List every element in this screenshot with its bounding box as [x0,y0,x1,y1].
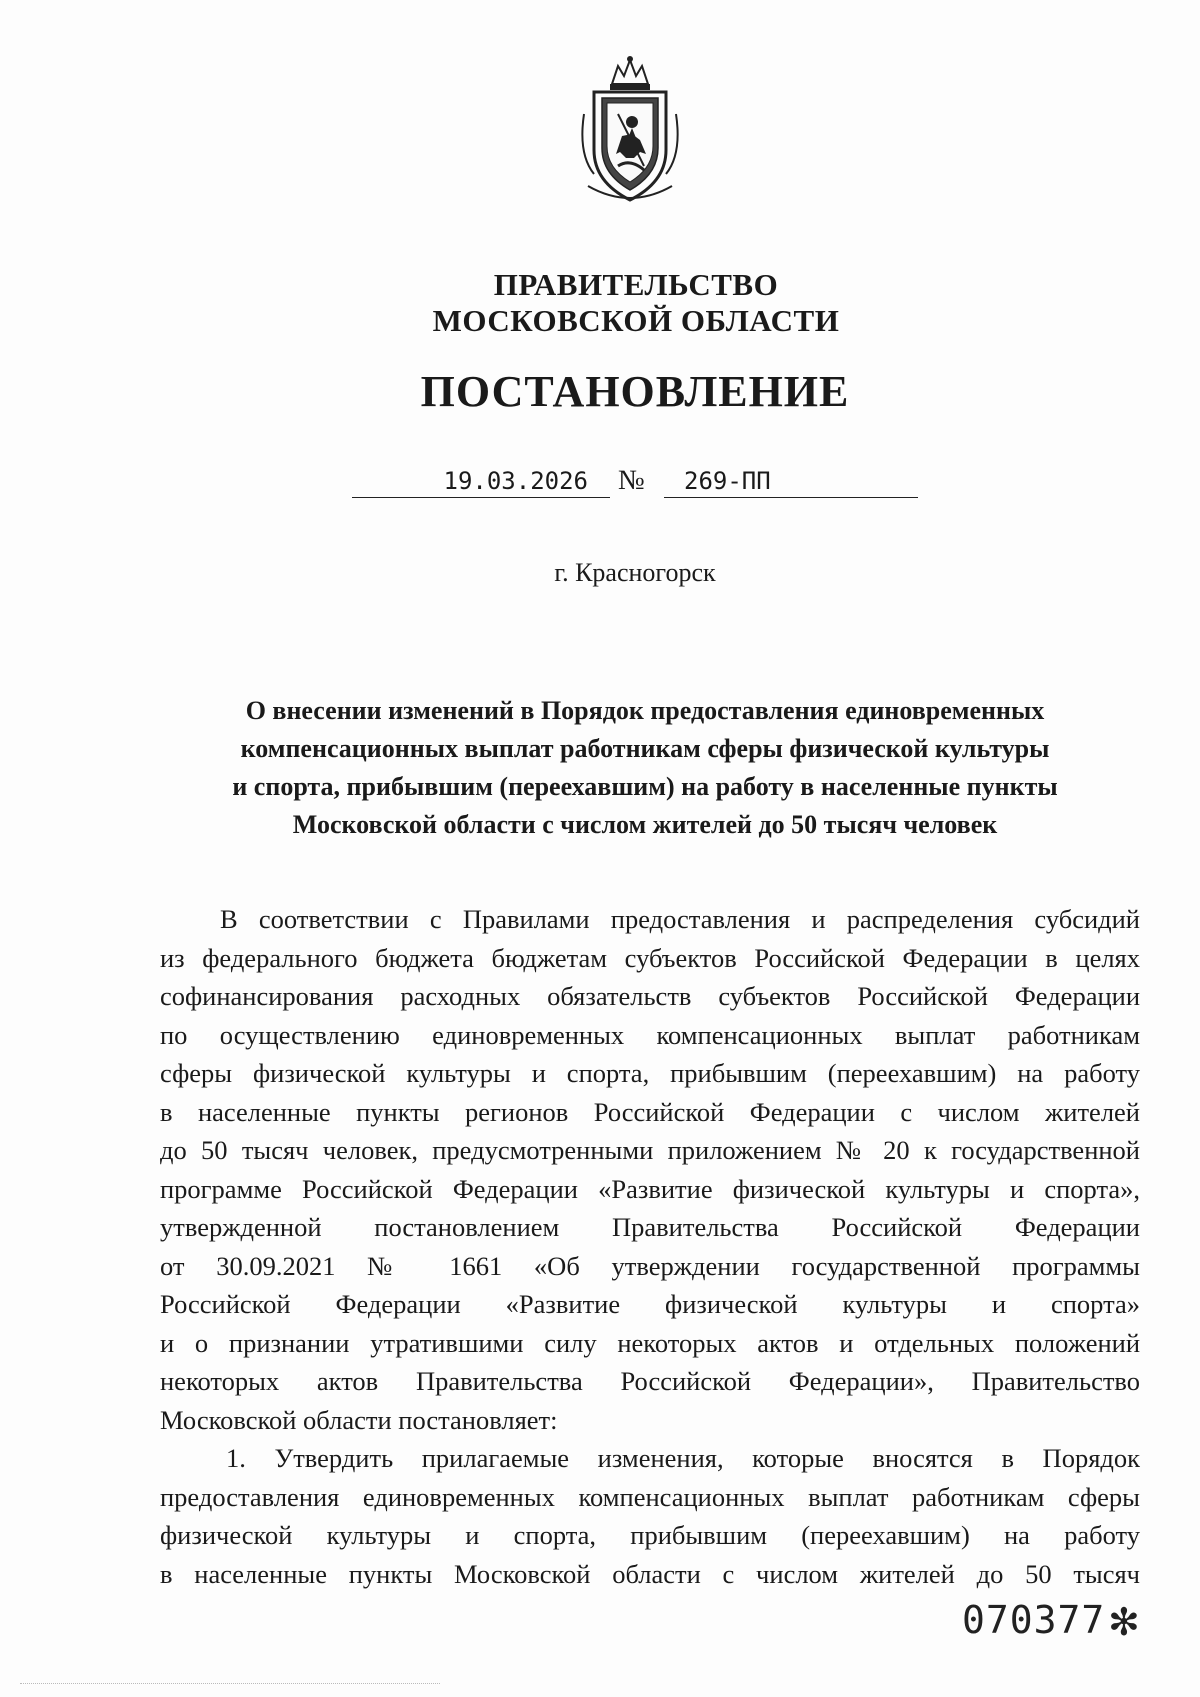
preamble-line: по осуществлению единовременных компенсационных выплат работникам [160,1019,1140,1050]
registration-number: 269-ПП [664,464,918,498]
document-type-title: ПОСТАНОВЛЕНИЕ [420,367,850,416]
subject-line: О внесении изменений в Порядок предоставления единовременных [245,696,1045,725]
preamble-line: от 30.09.2021 № 1661 «Об утверждении государственной программы [160,1250,1140,1281]
item-1-line: в населенные пункты Московской области с числом жителей до 50 тысяч [160,1558,1140,1589]
preamble-line: некоторых актов Правительства Российской Федерации», Правительство [160,1366,1140,1396]
item-1-line: 1. Утвердить прилагаемые изменения, которые вносятся в Порядок [226,1443,1140,1473]
preamble-line: софинансирования расходных обязательств субъектов Российской Федерации [160,981,1140,1011]
preamble-line: программе Российской Федерации «Развитие физической культуры и спорта», [160,1173,1140,1204]
asterisk-icon: ✻ [1108,1600,1140,1644]
registration-date: 19.03.2026 [352,464,610,498]
preamble-line: Российской Федерации «Развитие физической культуры и спорта» [160,1289,1140,1319]
registration-line [352,464,918,504]
document-body [160,900,1140,1593]
preamble-line: В соответствии с Правилами предоставления и распределения субсидий [220,904,1140,934]
subject-line: компенсационных выплат работникам сферы физической культуры [240,734,1050,763]
preamble-line: сферы физической культуры и спорта, прибывшим (переехавшим) на работу [160,1058,1140,1088]
preamble-line: до 50 тысяч человек, предусмотренными приложением № 20 к государственной [160,1135,1140,1165]
form-serial-number: 070377 [962,1598,1106,1642]
preamble-line: в населенные пункты регионов Российской Федерации с числом жителей [160,1096,1140,1127]
coat-of-arms-icon [574,54,686,206]
government-name-line1: ПРАВИТЕЛЬСТВО [493,267,779,302]
item-1-line: физической культуры и спорта, прибывшим (переехавшим) на работу [160,1520,1140,1550]
item-1-line: предоставления единовременных компенсационных выплат работникам сферы [160,1481,1140,1512]
document-subject [170,692,1120,844]
scan-artifact-divider [20,1683,440,1686]
preamble-line: Московской области постановляет: [160,1404,558,1435]
preamble-line: из федерального бюджета бюджетам субъектов Российской Федерации в целях [160,942,1140,973]
city-of-issue: г. Красногорск [554,558,716,587]
preamble-line: и о признании утратившими силу некоторых актов и отдельных положений [160,1327,1140,1358]
preamble-line: утвержденной постановлением Правительства Российской Федерации [160,1212,1140,1242]
subject-line: Московской области с числом жителей до 50 тысяч человек [292,810,998,839]
government-name-line2: МОСКОВСКОЙ ОБЛАСТИ [432,303,840,338]
number-sign: № [618,465,645,496]
subject-line: и спорта, прибывшим (переехавшим) на работу в населенные пункты [232,772,1058,801]
